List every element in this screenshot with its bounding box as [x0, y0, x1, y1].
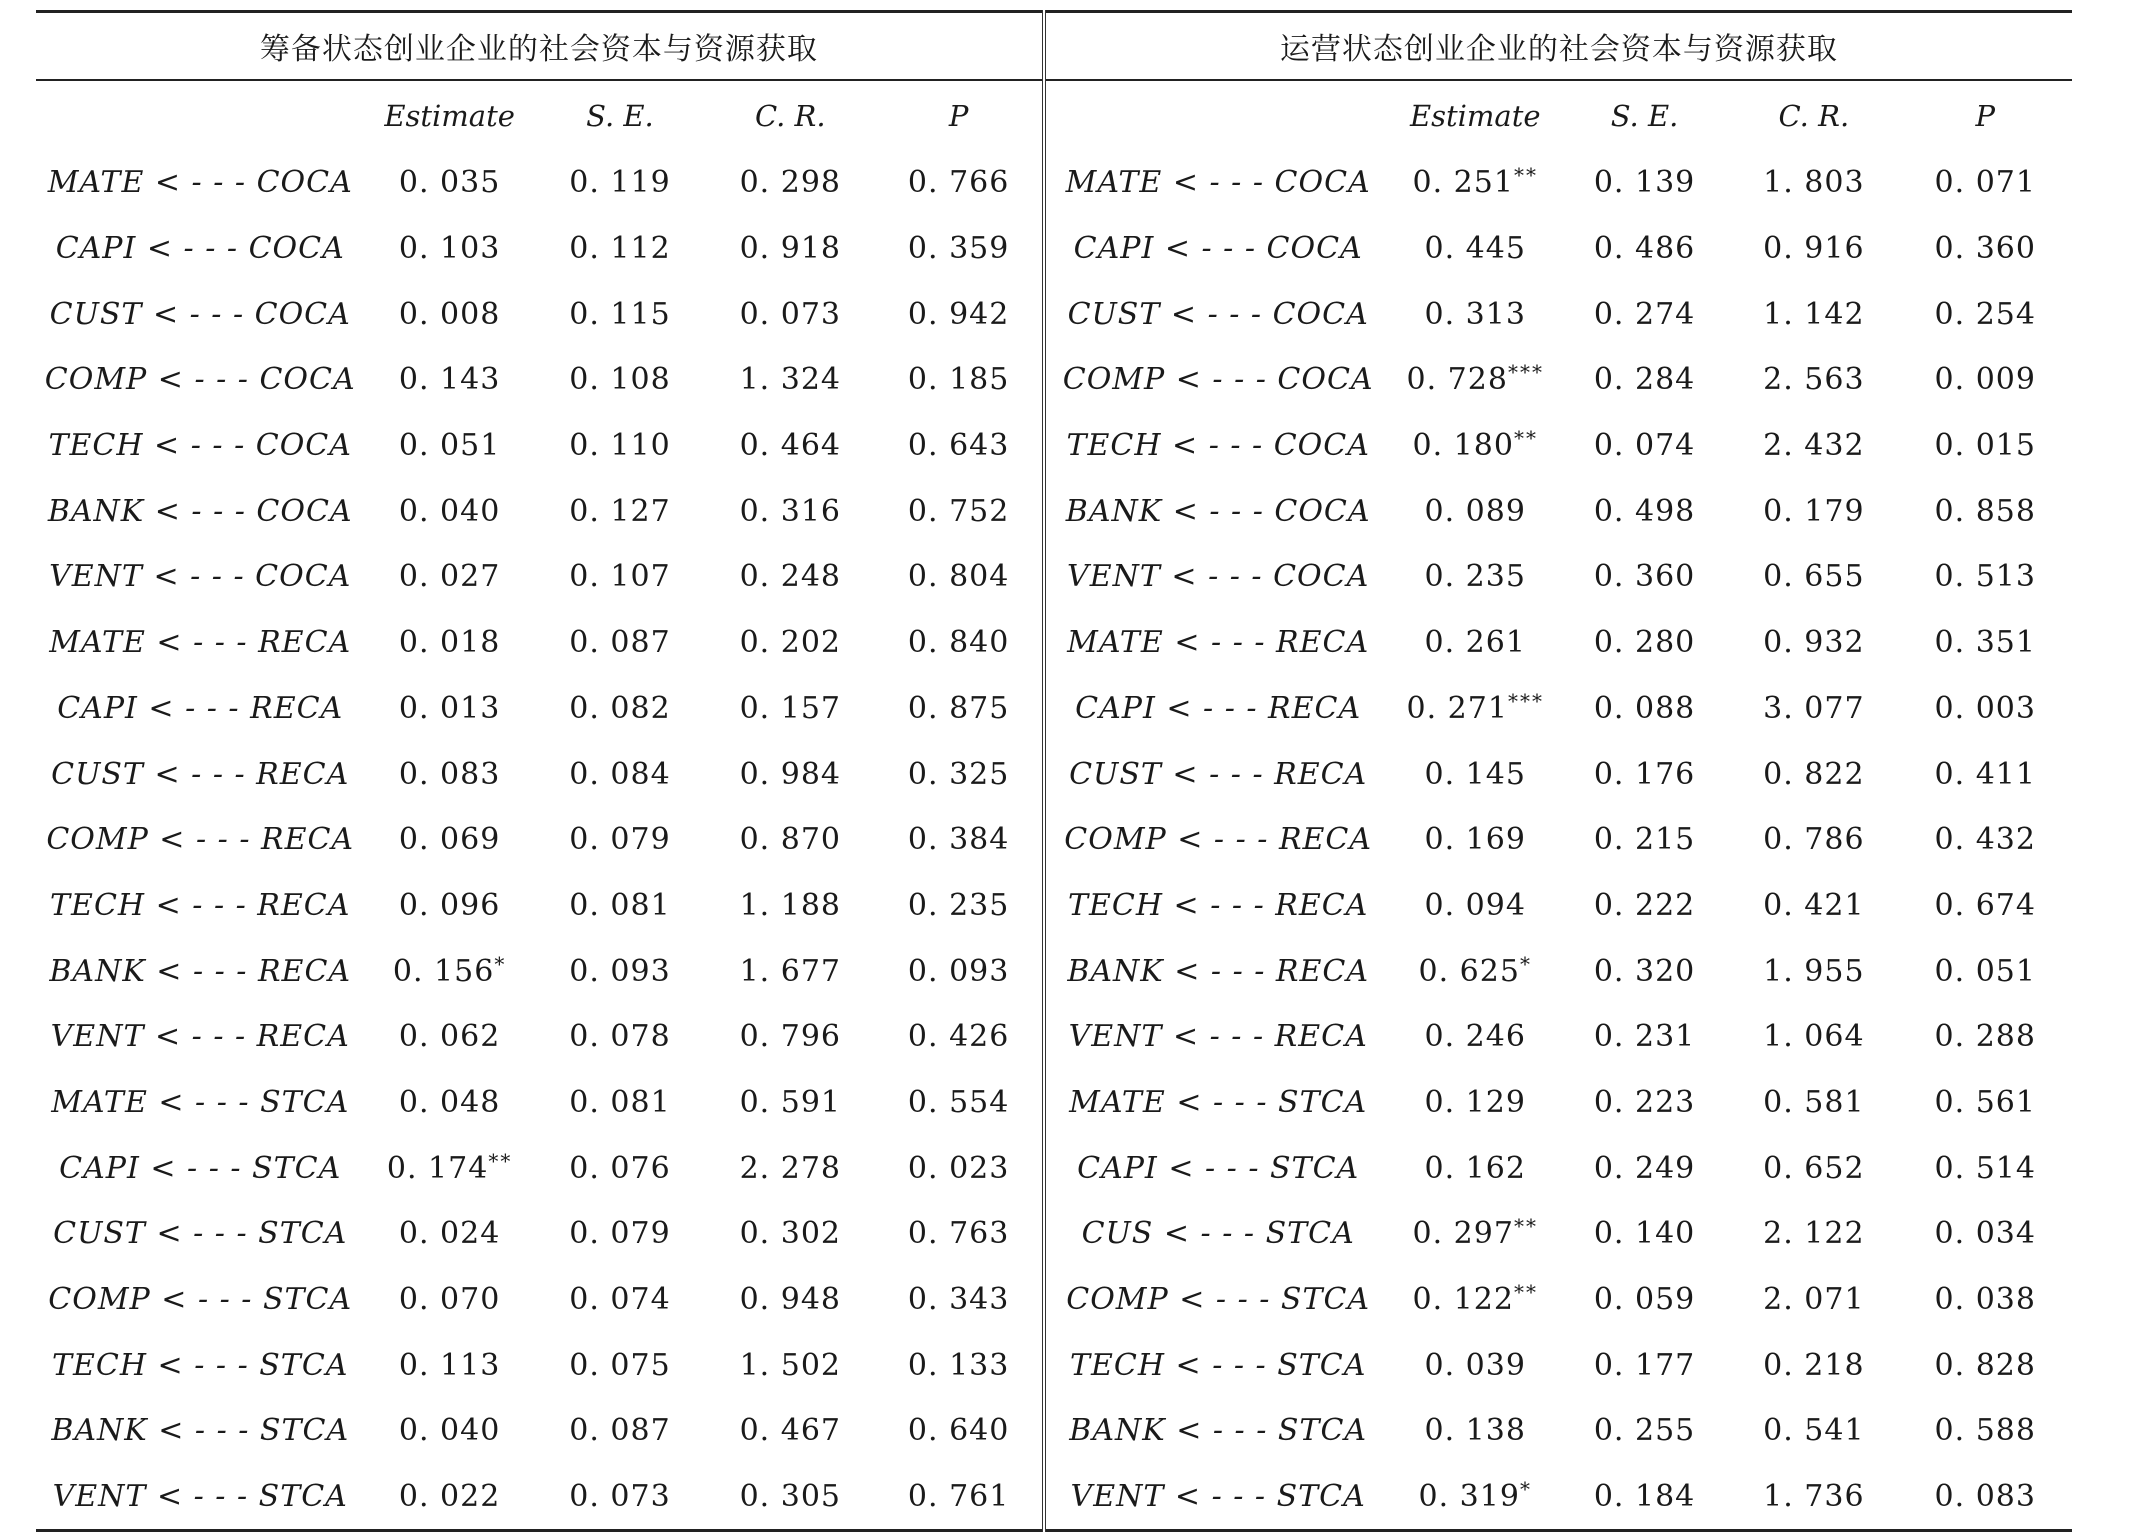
right-se-cell: 0. 176: [1593, 756, 1696, 792]
left-path-cell: COMP < - - - STCA: [48, 1282, 353, 1318]
right-p-cell: 0. 003: [1934, 690, 2036, 726]
right-p-cell: 0. 588: [1934, 1413, 2036, 1449]
left-se-cell: 0. 081: [569, 887, 671, 923]
left-estimate-value: 0. 040: [398, 1413, 501, 1449]
left-cr-cell: 0. 948: [739, 1282, 841, 1318]
right-path-cell: VENT < - - - COCA: [1067, 559, 1370, 595]
right-p-cell: 0. 015: [1934, 428, 2036, 464]
left-estimate-cell: [364, 1201, 534, 1267]
right-header-p: P: [1975, 98, 1996, 133]
left-cr-cell: 0. 305: [705, 1464, 875, 1531]
left-estimate-value: 0. 035: [398, 165, 501, 201]
left-path-cell: VENT < - - - STCA: [36, 1464, 364, 1531]
left-cr-cell: 2. 278: [739, 1150, 841, 1186]
right-p-cell: 0. 360: [1934, 231, 2036, 267]
left-estimate-value: 0. 156: [392, 953, 495, 989]
left-estimate-cell: [364, 544, 534, 610]
left-estimate-cell: [364, 1070, 534, 1136]
table-row: [36, 281, 2072, 347]
right-p-cell: 0. 561: [1934, 1084, 2036, 1120]
left-p-cell: 0. 359: [875, 216, 1043, 282]
left-path-cell: CAPI < - - - RECA: [57, 690, 344, 726]
right-estimate-cell: [1391, 610, 1560, 676]
right-path-cell: MATE < - - - COCA: [1065, 165, 1371, 201]
right-path-cell: VENT < - - - STCA: [1044, 1464, 1391, 1531]
left-estimate-cell: [364, 1004, 534, 1070]
right-cr-cell: 0. 541: [1763, 1413, 1865, 1449]
right-estimate-cell: [1391, 938, 1560, 1004]
left-estimate-cell: [364, 1267, 534, 1333]
left-cr-cell: 0. 464: [739, 428, 841, 464]
left-estimate-value: 0. 027: [398, 559, 501, 595]
left-estimate-value: 0. 069: [398, 822, 501, 858]
right-se-cell: 0. 284: [1593, 362, 1696, 398]
right-cr-cell: 1. 064: [1763, 1019, 1865, 1055]
left-cr-cell: 0. 796: [739, 1019, 841, 1055]
right-p-cell: 0. 051: [1934, 953, 2036, 989]
right-path-cell: COMP < - - - STCA: [1066, 1282, 1371, 1318]
left-estimate-cell: [364, 216, 534, 282]
right-header-se: S. E.: [1610, 98, 1679, 133]
left-estimate-value: 0. 051: [398, 428, 501, 464]
table-row: [36, 1004, 2072, 1070]
left-estimate-value: 0. 113: [398, 1347, 501, 1383]
left-estimate-cell: [364, 478, 534, 544]
right-estimate-cell: [1391, 873, 1560, 939]
right-cr-cell: 0. 218: [1763, 1347, 1865, 1383]
right-cr-cell: 0. 421: [1763, 887, 1865, 923]
right-estimate-value: 0. 261: [1424, 625, 1526, 661]
left-p-cell: 0. 554: [875, 1070, 1043, 1136]
right-path-cell: TECH < - - - RECA: [1067, 887, 1369, 923]
right-estimate-value: 0. 138: [1424, 1413, 1526, 1449]
left-p-cell: 0. 766: [875, 150, 1043, 216]
right-p-cell: 0. 071: [1934, 165, 2036, 201]
left-estimate-cell: [364, 741, 534, 807]
right-se-cell: 0. 139: [1593, 165, 1696, 201]
left-p-cell: 0. 384: [875, 807, 1043, 873]
right-significance-marker: **: [1513, 1214, 1538, 1239]
right-estimate-cell: [1391, 1135, 1560, 1201]
results-table: [36, 10, 2072, 1532]
right-path-cell: CUS < - - - STCA: [1081, 1216, 1355, 1252]
left-cr-cell: 0. 918: [739, 231, 841, 267]
right-se-cell: 0. 140: [1593, 1216, 1696, 1252]
right-path-cell: CAPI < - - - RECA: [1075, 690, 1362, 726]
right-estimate-value: 0. 625: [1418, 953, 1520, 989]
right-p-cell: 0. 828: [1934, 1347, 2036, 1383]
left-cr-cell: 1. 677: [739, 953, 841, 989]
left-p-cell: 0. 763: [875, 1201, 1043, 1267]
table-row: [36, 938, 2072, 1004]
right-significance-marker: ***: [1507, 688, 1544, 713]
right-p-cell: 0. 411: [1934, 756, 2036, 792]
right-se-cell: 0. 223: [1593, 1084, 1696, 1120]
right-p-cell: 0. 038: [1934, 1282, 2036, 1318]
left-p-cell: 0. 325: [875, 741, 1043, 807]
left-se-cell: 0. 110: [569, 428, 671, 464]
right-p-cell: 0. 514: [1934, 1150, 2036, 1186]
left-estimate-value: 0. 062: [398, 1019, 501, 1055]
left-p-cell: 0. 343: [875, 1267, 1043, 1333]
right-cr-cell: 0. 179: [1763, 493, 1865, 529]
left-se-cell: 0. 107: [569, 559, 671, 595]
right-significance-marker: ***: [1507, 360, 1544, 385]
right-se-cell: 0. 498: [1593, 493, 1696, 529]
left-estimate-cell: [364, 610, 534, 676]
left-path-cell: VENT < - - - RECA: [50, 1019, 350, 1055]
right-estimate-value: 0. 129: [1424, 1084, 1526, 1120]
left-se-cell: 0. 074: [569, 1282, 671, 1318]
right-significance-marker: *: [1519, 1477, 1532, 1502]
left-header-path: [36, 80, 364, 150]
left-p-cell: 0. 643: [875, 413, 1043, 479]
right-significance-marker: *: [1519, 951, 1532, 976]
left-cr-cell: 0. 316: [739, 493, 841, 529]
left-cr-cell: 0. 870: [739, 822, 841, 858]
right-p-cell: 0. 351: [1934, 625, 2036, 661]
left-estimate-cell: [364, 1398, 534, 1464]
left-estimate-cell: [364, 413, 534, 479]
left-cr-cell: 1. 324: [739, 362, 841, 398]
left-estimate-value: 0. 048: [398, 1084, 501, 1120]
table-row: [36, 150, 2072, 216]
right-cr-cell: 0. 581: [1763, 1084, 1865, 1120]
right-se-cell: 0. 274: [1593, 296, 1696, 332]
right-se-cell: 0. 486: [1593, 231, 1696, 267]
left-cr-cell: 0. 157: [739, 690, 841, 726]
left-se-cell: 0. 078: [569, 1019, 671, 1055]
left-cr-cell: 0. 202: [739, 625, 841, 661]
left-se-cell: 0. 075: [569, 1347, 671, 1383]
left-estimate-cell: [364, 676, 534, 742]
left-se-cell: 0. 084: [569, 756, 671, 792]
right-estimate-cell: [1391, 544, 1560, 610]
left-estimate-value: 0. 070: [398, 1282, 501, 1318]
left-p-cell: 0. 875: [875, 676, 1043, 742]
left-p-cell: 0. 093: [875, 938, 1043, 1004]
table-row: [36, 347, 2072, 413]
right-estimate-value: 0. 246: [1424, 1019, 1526, 1055]
left-se-cell: 0. 093: [569, 953, 671, 989]
right-header-estimate: Estimate: [1409, 98, 1541, 133]
left-estimate-cell: [364, 938, 534, 1004]
right-path-cell: BANK < - - - COCA: [1065, 493, 1371, 529]
left-cr-cell: 0. 302: [739, 1216, 841, 1252]
left-path-cell: MATE < - - - STCA: [51, 1084, 350, 1120]
right-p-cell: 0. 083: [1899, 1464, 2072, 1531]
left-estimate-cell: [364, 807, 534, 873]
right-estimate-cell: [1391, 150, 1560, 216]
left-path-cell: BANK < - - - RECA: [49, 953, 352, 989]
right-estimate-cell: [1391, 413, 1560, 479]
left-cr-cell: 0. 248: [739, 559, 841, 595]
left-header-se: S. E.: [586, 98, 654, 133]
left-se-cell: 0. 082: [569, 690, 671, 726]
right-cr-cell: 2. 071: [1763, 1282, 1865, 1318]
left-p-cell: 0. 185: [875, 347, 1043, 413]
left-cr-cell: 0. 073: [739, 296, 841, 332]
left-path-cell: CUST < - - - COCA: [49, 296, 351, 332]
left-p-cell: 0. 023: [875, 1135, 1043, 1201]
right-header-path: [1044, 80, 1391, 150]
left-path-cell: CUST < - - - STCA: [53, 1216, 348, 1252]
right-estimate-cell: [1391, 1201, 1560, 1267]
left-estimate-value: 0. 096: [398, 887, 501, 923]
right-path-cell: MATE < - - - STCA: [1069, 1084, 1368, 1120]
left-se-cell: 0. 073: [535, 1464, 705, 1531]
left-se-cell: 0. 081: [569, 1084, 671, 1120]
table-row: [36, 807, 2072, 873]
left-path-cell: COMP < - - - COCA: [44, 362, 356, 398]
left-path-cell: TECH < - - - STCA: [52, 1347, 349, 1383]
right-se-cell: 0. 249: [1593, 1150, 1696, 1186]
right-estimate-cell: [1391, 1398, 1560, 1464]
right-panel-title: 运营状态创业企业的社会资本与资源获取: [1044, 12, 2072, 81]
right-estimate-cell: [1391, 676, 1560, 742]
right-cr-cell: 0. 655: [1763, 559, 1865, 595]
table-row: [36, 873, 2072, 939]
left-p-cell: 0. 235: [875, 873, 1043, 939]
right-se-cell: 0. 255: [1593, 1413, 1696, 1449]
right-se-cell: 0. 177: [1593, 1347, 1696, 1383]
table-row: [36, 1070, 2072, 1136]
left-se-cell: 0. 115: [569, 296, 671, 332]
right-estimate-cell: [1391, 1332, 1560, 1398]
left-se-cell: 0. 112: [569, 231, 671, 267]
right-estimate-cell: [1391, 216, 1560, 282]
right-path-cell: BANK < - - - STCA: [1069, 1413, 1368, 1449]
right-se-cell: 0. 231: [1593, 1019, 1696, 1055]
left-path-cell: BANK < - - - COCA: [47, 493, 353, 529]
left-path-cell: CAPI < - - - STCA: [59, 1150, 342, 1186]
left-p-cell: 0. 761: [875, 1464, 1043, 1531]
right-cr-cell: 2. 563: [1763, 362, 1865, 398]
left-cr-cell: 0. 591: [739, 1084, 841, 1120]
right-se-cell: 0. 222: [1593, 887, 1696, 923]
right-path-cell: COMP < - - - COCA: [1062, 362, 1374, 398]
left-header-estimate: Estimate: [384, 98, 515, 133]
right-significance-marker: **: [1513, 426, 1538, 451]
left-estimate-cell: [364, 281, 534, 347]
table-row: [36, 1332, 2072, 1398]
right-path-cell: VENT < - - - RECA: [1068, 1019, 1368, 1055]
right-cr-cell: 1. 803: [1763, 165, 1865, 201]
left-estimate-cell: [364, 1135, 534, 1201]
table-row: [36, 1201, 2072, 1267]
right-path-cell: CAPI < - - - STCA: [1077, 1150, 1360, 1186]
table-row: [36, 1398, 2072, 1464]
right-se-cell: 0. 320: [1593, 953, 1696, 989]
right-cr-cell: 0. 822: [1763, 756, 1865, 792]
left-estimate-cell: [364, 347, 534, 413]
right-path-cell: COMP < - - - RECA: [1064, 822, 1373, 858]
left-estimate-cell: [364, 150, 534, 216]
right-cr-cell: 0. 916: [1763, 231, 1865, 267]
right-cr-cell: 3. 077: [1763, 690, 1865, 726]
left-path-cell: VENT < - - - COCA: [49, 559, 352, 595]
left-cr-cell: 1. 188: [739, 887, 841, 923]
right-cr-cell: 0. 786: [1763, 822, 1865, 858]
right-estimate-cell: [1391, 807, 1560, 873]
left-se-cell: 0. 079: [569, 822, 671, 858]
table-row: [36, 1135, 2072, 1201]
left-se-cell: 0. 087: [569, 1413, 671, 1449]
right-path-cell: TECH < - - - STCA: [1069, 1347, 1367, 1383]
left-estimate-cell: [364, 1332, 534, 1398]
left-header-p: P: [875, 80, 1043, 150]
right-header-cr: C. R.: [1778, 98, 1850, 133]
right-cr-cell: 1. 142: [1763, 296, 1865, 332]
table-row: [36, 610, 2072, 676]
left-se-cell: 0. 079: [569, 1216, 671, 1252]
right-significance-marker: **: [1513, 163, 1538, 188]
right-path-cell: BANK < - - - RECA: [1067, 953, 1370, 989]
right-estimate-cell: [1391, 1267, 1560, 1333]
table-row: [36, 413, 2072, 479]
left-path-cell: TECH < - - - COCA: [48, 428, 352, 464]
results-table-container: [36, 10, 2072, 1532]
right-estimate-cell: [1391, 1464, 1560, 1531]
left-p-cell: 0. 804: [875, 544, 1043, 610]
right-p-cell: 0. 009: [1934, 362, 2036, 398]
left-se-cell: 0. 087: [569, 625, 671, 661]
right-p-cell: 0. 674: [1934, 887, 2036, 923]
right-estimate-value: 0. 039: [1424, 1347, 1526, 1383]
right-path-cell: CUST < - - - COCA: [1067, 296, 1369, 332]
right-estimate-value: 0. 235: [1424, 559, 1526, 595]
left-path-cell: CAPI < - - - COCA: [55, 231, 345, 267]
right-path-cell: MATE < - - - RECA: [1067, 625, 1370, 661]
left-path-cell: COMP < - - - RECA: [46, 822, 355, 858]
right-path-cell: TECH < - - - COCA: [1066, 428, 1370, 464]
right-estimate-value: 0. 297: [1412, 1216, 1514, 1252]
left-estimate-value: 0. 174: [386, 1150, 489, 1186]
table-row: [36, 676, 2072, 742]
left-estimate-cell: [364, 1464, 534, 1531]
left-path-cell: MATE < - - - RECA: [49, 625, 352, 661]
left-p-cell: 0. 840: [875, 610, 1043, 676]
left-estimate-value: 0. 024: [398, 1216, 501, 1252]
table-row: [36, 1464, 2072, 1531]
left-cr-cell: 0. 984: [739, 756, 841, 792]
left-estimate-value: 0. 018: [398, 625, 501, 661]
right-se-cell: 0. 360: [1593, 559, 1696, 595]
right-se-cell: 0. 184: [1560, 1464, 1729, 1531]
right-estimate-value: 0. 169: [1424, 822, 1526, 858]
right-p-cell: 0. 513: [1934, 559, 2036, 595]
right-cr-cell: 0. 652: [1763, 1150, 1865, 1186]
right-estimate-cell: [1391, 741, 1560, 807]
right-estimate-cell: [1391, 347, 1560, 413]
right-se-cell: 0. 059: [1593, 1282, 1696, 1318]
left-cr-cell: 0. 467: [739, 1413, 841, 1449]
left-header-cr: C. R.: [754, 98, 826, 133]
left-estimate-value: 0. 022: [398, 1479, 501, 1515]
left-cr-cell: 0. 298: [739, 165, 841, 201]
right-p-cell: 0. 432: [1934, 822, 2036, 858]
left-estimate-value: 0. 083: [398, 756, 501, 792]
right-estimate-value: 0. 180: [1412, 428, 1514, 464]
right-estimate-cell: [1391, 281, 1560, 347]
right-estimate-value: 0. 094: [1424, 887, 1526, 923]
right-estimate-value: 0. 313: [1424, 296, 1526, 332]
right-estimate-value: 0. 089: [1424, 493, 1526, 529]
left-p-cell: 0. 752: [875, 478, 1043, 544]
right-cr-cell: 2. 122: [1763, 1216, 1865, 1252]
right-estimate-value: 0. 271: [1406, 690, 1508, 726]
left-se-cell: 0. 119: [569, 165, 671, 201]
right-cr-cell: 2. 432: [1763, 428, 1865, 464]
left-p-cell: 0. 133: [875, 1332, 1043, 1398]
left-se-cell: 0. 076: [569, 1150, 671, 1186]
right-significance-marker: **: [1513, 1280, 1538, 1305]
right-estimate-value: 0. 162: [1424, 1150, 1526, 1186]
table-row: [36, 741, 2072, 807]
right-se-cell: 0. 088: [1593, 690, 1696, 726]
right-cr-cell: 0. 932: [1763, 625, 1865, 661]
right-estimate-value: 0. 445: [1424, 231, 1526, 267]
right-estimate-value: 0. 122: [1412, 1282, 1514, 1318]
left-estimate-value: 0. 103: [398, 231, 501, 267]
right-estimate-value: 0. 728: [1406, 362, 1508, 398]
right-se-cell: 0. 074: [1593, 428, 1696, 464]
left-path-cell: CUST < - - - RECA: [51, 756, 350, 792]
left-p-cell: 0. 426: [875, 1004, 1043, 1070]
right-estimate-value: 0. 319: [1418, 1479, 1520, 1515]
table-row: [36, 478, 2072, 544]
right-estimate-cell: [1391, 1004, 1560, 1070]
right-cr-cell: 1. 955: [1763, 953, 1865, 989]
left-significance-marker: **: [488, 1148, 513, 1173]
right-p-cell: 0. 288: [1934, 1019, 2036, 1055]
left-p-cell: 0. 942: [875, 281, 1043, 347]
left-estimate-value: 0. 143: [398, 362, 501, 398]
right-path-cell: CAPI < - - - COCA: [1073, 231, 1363, 267]
left-significance-marker: *: [494, 951, 507, 976]
table-row: [36, 216, 2072, 282]
left-estimate-value: 0. 013: [398, 690, 501, 726]
left-cr-cell: 1. 502: [739, 1347, 841, 1383]
left-path-cell: MATE < - - - COCA: [47, 165, 353, 201]
table-row: [36, 1267, 2072, 1333]
right-estimate-cell: [1391, 1070, 1560, 1136]
left-panel-title: 筹备状态创业企业的社会资本与资源获取: [36, 12, 1044, 81]
left-estimate-value: 0. 040: [398, 493, 501, 529]
right-se-cell: 0. 280: [1593, 625, 1696, 661]
right-se-cell: 0. 215: [1593, 822, 1696, 858]
left-estimate-cell: [364, 873, 534, 939]
right-estimate-value: 0. 251: [1412, 165, 1514, 201]
left-path-cell: BANK < - - - STCA: [51, 1413, 350, 1449]
right-p-cell: 0. 254: [1934, 296, 2036, 332]
right-p-cell: 0. 034: [1934, 1216, 2036, 1252]
results-table-body: [36, 150, 2072, 1531]
right-p-cell: 0. 858: [1934, 493, 2036, 529]
left-se-cell: 0. 108: [569, 362, 671, 398]
left-path-cell: TECH < - - - RECA: [50, 887, 351, 923]
right-estimate-value: 0. 145: [1424, 756, 1526, 792]
right-cr-cell: 1. 736: [1729, 1464, 1898, 1531]
left-estimate-value: 0. 008: [398, 296, 501, 332]
left-p-cell: 0. 640: [875, 1398, 1043, 1464]
right-path-cell: CUST < - - - RECA: [1069, 756, 1368, 792]
right-estimate-cell: [1391, 478, 1560, 544]
left-se-cell: 0. 127: [569, 493, 671, 529]
table-row: [36, 544, 2072, 610]
